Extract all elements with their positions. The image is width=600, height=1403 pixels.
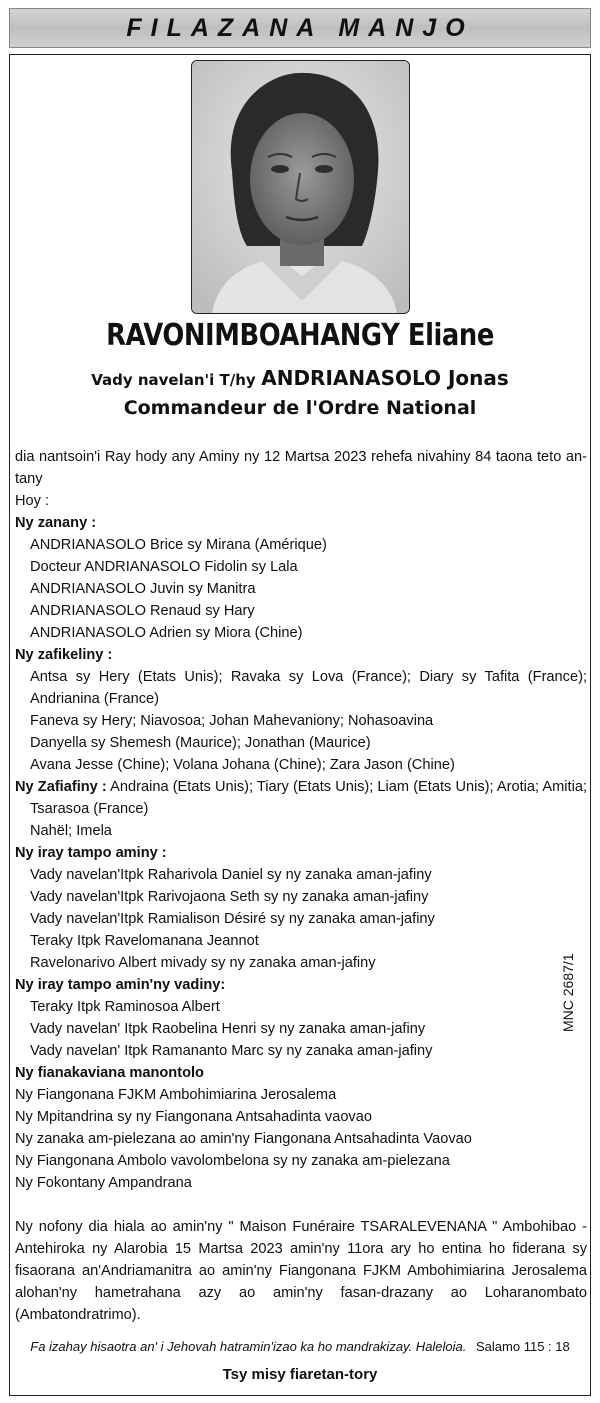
list-item: Ny Fokontany Ampandrana	[15, 1175, 192, 1191]
verse-reference: Salamo 115 : 18	[476, 1339, 570, 1354]
side-reference: MNC 2687/1	[560, 953, 576, 1032]
great-grandchildren-text: Andraina (Etats Unis); Tiary (Etats Unis); Liam (Etats Unis); Arotia; Amitia; Tsarasoa (France)	[30, 779, 587, 817]
list-item: Vady navelan'Itpk Raharivola Daniel sy ny zanaka aman-jafiny	[30, 867, 432, 883]
grandchildren-heading: Ny zafikeliny :	[15, 647, 113, 663]
list-item: Danyella sy Shemesh (Maurice); Jonathan (Maurice)	[30, 735, 371, 751]
list-item: Ny zanaka am-pielezana ao amin'ny Fiangonana Antsahadinta Vaovao	[15, 1131, 472, 1147]
spouse-name: ANDRIANASOLO Jonas	[261, 366, 509, 390]
list-item: Antsa sy Hery (Etats Unis); Ravaka sy Lova (France); Diary sy Tafita (France); Andrianina (France)	[30, 669, 587, 707]
list-item: Vady navelan'Itpk Rarivojaona Seth sy ny zanaka aman-jafiny	[30, 889, 429, 905]
deceased-portrait	[191, 60, 410, 314]
spouse-line	[9, 366, 591, 390]
spouse-siblings-heading: Ny iray tampo amin'ny vadiny:	[15, 977, 226, 993]
header-title: FILAZANA MANJO	[126, 13, 474, 42]
list-item: ANDRIANASOLO Brice sy Mirana (Amérique)	[30, 537, 327, 553]
deceased-name: RAVONIMBOAHANGY Eliane	[106, 318, 494, 353]
great-grandchildren-line	[15, 776, 587, 820]
children-heading: Ny zanany :	[15, 515, 97, 531]
list-item: Teraky Itpk Raminosoa Albert	[30, 999, 220, 1015]
spacer	[15, 1194, 587, 1216]
list-item: Vady navelan' Itpk Raobelina Henri sy ny zanaka aman-jafiny	[30, 1021, 426, 1037]
list-item: Docteur ANDRIANASOLO Fidolin sy Lala	[30, 559, 298, 575]
list-item: Ny Fiangonana FJKM Ambohimiarina Jerosalema	[15, 1087, 337, 1103]
list-item: Ny Mpitandrina sy ny Fiangonana Antsahadinta vaovao	[15, 1109, 372, 1125]
list-item: ANDRIANASOLO Adrien sy Miora (Chine)	[30, 625, 303, 641]
list-item: Ny Fiangonana Ambolo vavolombelona sy ny zanaka am-pielezana	[15, 1153, 450, 1169]
list-item: ANDRIANASOLO Renaud sy Hary	[30, 603, 255, 619]
relatives-heading: Ny fianakaviana manontolo	[15, 1065, 204, 1081]
verse-text: Fa izahay hisaotra an' i Jehovah hatramin'izao ka ho mandrakizay. Haleloia.	[30, 1339, 467, 1354]
list-item: ANDRIANASOLO Juvin sy Manitra	[30, 581, 256, 597]
portrait-image	[192, 61, 410, 314]
closing-note: Tsy misy fiaretan-tory	[222, 1366, 378, 1383]
list-item: Ravelonarivo Albert mivady sy ny zanaka aman-jafiny	[30, 955, 376, 971]
list-item: Nahël; Imela	[30, 823, 112, 839]
list-item: Teraky Itpk Ravelomanana Jeannot	[30, 933, 259, 949]
list-item: Faneva sy Hery; Niavosoa; Johan Mahevaniony; Nohasoavina	[30, 713, 434, 729]
bible-verse	[9, 1339, 591, 1354]
great-grandchildren-heading: Ny Zafiafiny :	[15, 779, 107, 795]
funeral-text: Ny nofony dia hiala ao amin'ny " Maison Funéraire TSARALEVENANA " Ambohibao - Antehiroka ny Alarobia 15 Martsa 2023 amin'ny 11ora ary ho entina ho fiderana sy fisaorana an'Andriamanitra ao amin'ny Fiangonana FJKM Ambohimiarina Jerosalema alohan'ny hametrahana azy ao amin'ny fasan-drazany ao Loharanombato (Ambatondratrimo).	[15, 1219, 587, 1323]
siblings-heading: Ny iray tampo aminy :	[15, 845, 167, 861]
list-item: Vady navelan' Itpk Ramananto Marc sy ny zanaka aman-jafiny	[30, 1043, 433, 1059]
notice-body	[15, 446, 587, 1326]
intro-text: dia nantsoin'i Ray hody any Aminy ny 12 Martsa 2023 rehefa nivahiny 84 taona teto an-tany	[15, 449, 587, 487]
list-item: Avana Jesse (Chine); Volana Johana (Chine); Zara Jason (Chine)	[30, 757, 455, 773]
header-banner	[9, 8, 591, 48]
distinction-title: Commandeur de l'Ordre National	[123, 397, 477, 419]
spouse-prefix: Vady navelan'i T/hy	[91, 371, 256, 389]
list-item: Vady navelan'Itpk Ramialison Désiré sy ny zanaka aman-jafiny	[30, 911, 435, 927]
hoy-label: Hoy :	[15, 493, 50, 509]
